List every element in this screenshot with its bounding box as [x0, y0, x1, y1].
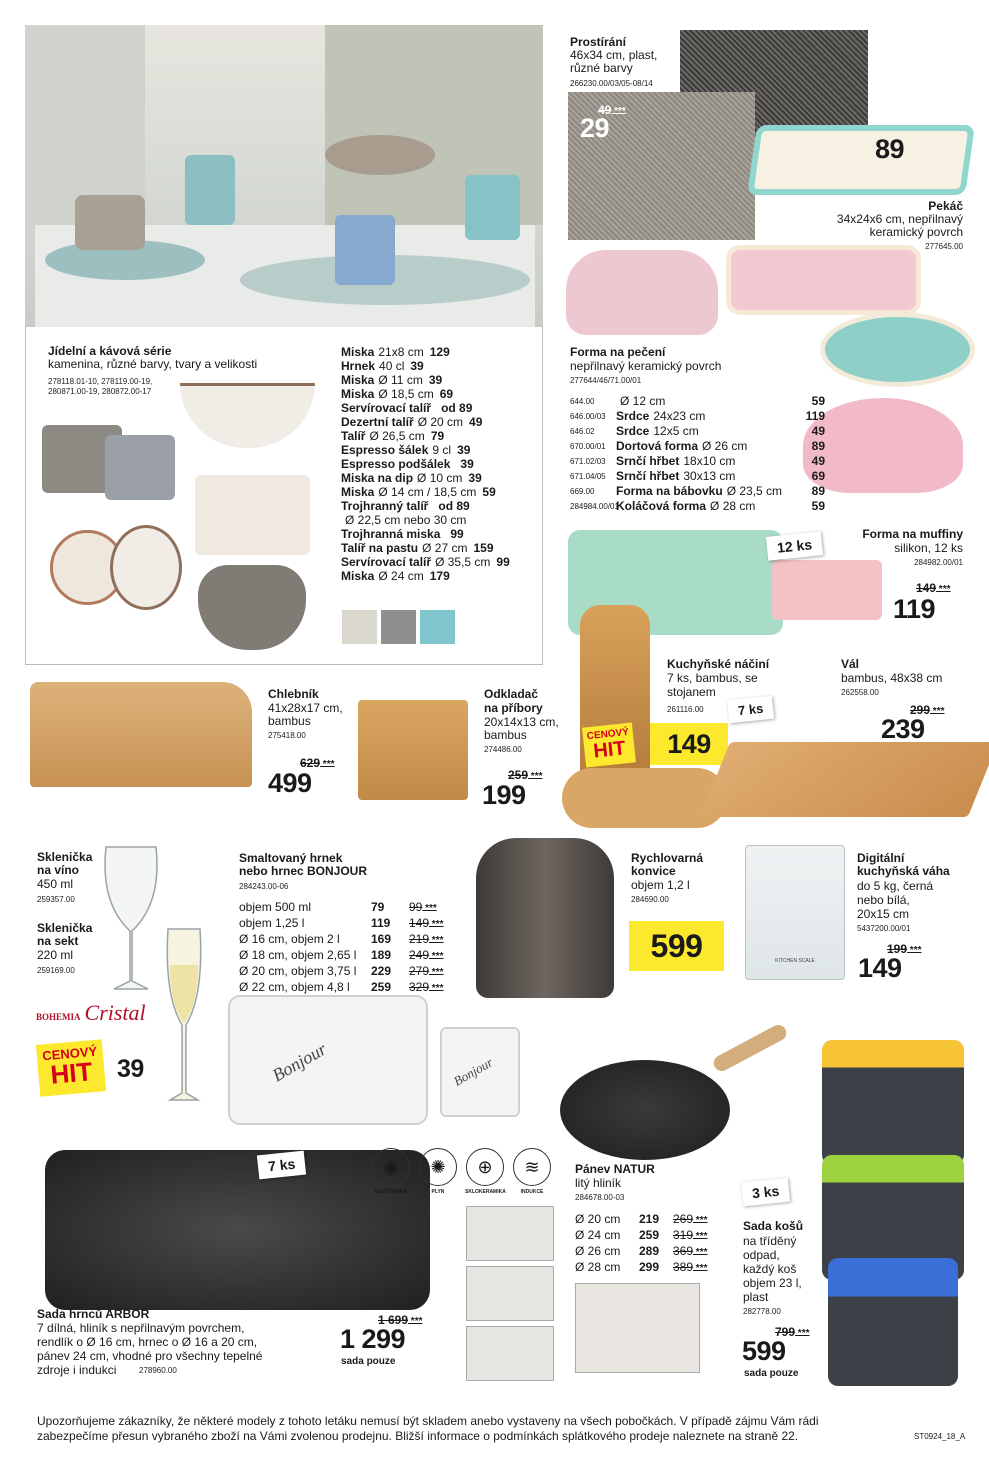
- cristal-logo-word: Cristal: [84, 1000, 146, 1025]
- chlebnik-price: 499: [268, 768, 312, 798]
- smalt-item-old-price: 149 ***: [409, 916, 443, 932]
- dining-item-row: [341, 555, 536, 569]
- frying-pan-handle: [711, 1022, 789, 1074]
- heat-source-label: INDUKCE: [520, 1189, 544, 1195]
- val-old-price: 299 ***: [910, 703, 944, 717]
- forma-item-row: [570, 484, 825, 499]
- panev-desc: litý hliník: [575, 1176, 622, 1190]
- smalt-item-price: 119: [371, 916, 391, 930]
- dining-title: Jídelní a kávová série: [48, 344, 172, 358]
- scale-title-2: kuchyňská váha: [857, 864, 950, 878]
- pot-print-text: Bonjour: [268, 1038, 330, 1086]
- muffin-desc: silikon, 12 ks: [894, 541, 963, 555]
- panev-item-row: [575, 1260, 725, 1276]
- heat-source-label: SKLOKERAMIKA: [465, 1189, 506, 1195]
- kose-note: sada pouze: [744, 1368, 799, 1379]
- bread-box-image: [30, 682, 252, 787]
- panev-item-row: [575, 1212, 725, 1228]
- pan-detail-2-image: [466, 1266, 554, 1321]
- chlebnik-line1: 41x28x17 cm,: [268, 701, 343, 715]
- heat-source-label: ELEKTRINKA: [374, 1189, 408, 1195]
- smalt-item-price: 189: [371, 948, 392, 962]
- muffin-pink-image: [772, 560, 882, 620]
- forma-item-size: 24x23 cm: [653, 409, 706, 423]
- dining-item-price: 99: [496, 555, 510, 569]
- bin-blue-image: [828, 1258, 958, 1386]
- forma-item-size: 12x5 cm: [653, 424, 699, 438]
- forma-item-price: 59: [811, 499, 825, 513]
- smalt-item-old-price: 249 ***: [409, 948, 443, 964]
- val-price: 239: [881, 714, 925, 744]
- heat-source-label: PLYN: [431, 1189, 445, 1195]
- forma-item-list: [570, 394, 825, 514]
- placemat-line2: různé barvy: [570, 61, 633, 75]
- pekac-code: 277645.00: [925, 242, 963, 251]
- panev-item-old-price: 389 ***: [673, 1260, 707, 1276]
- smalt-item-desc: Ø 22 cm, objem 4,8 l: [239, 980, 350, 994]
- scale-code: 5437200.00/01: [857, 924, 911, 933]
- forma-item-code: 670.00/01: [570, 442, 606, 451]
- naci-title: Kuchyňské náčiní: [667, 657, 770, 671]
- smalt-item-row: [239, 964, 469, 980]
- forma-item-row: [570, 469, 825, 484]
- smalt-item-desc: objem 500 ml: [239, 900, 312, 914]
- dining-item-size: Ø 27 cm: [422, 541, 468, 555]
- sekt-title-1: Sklenička: [37, 921, 93, 935]
- panev-item-list: [575, 1212, 725, 1276]
- cutting-board-image: [700, 742, 989, 817]
- odkladac-title-2: na příbory: [484, 701, 543, 715]
- dining-item-price: 49: [469, 415, 483, 429]
- forma-item-price: 89: [811, 484, 825, 498]
- utensils-spoons-image: [562, 768, 727, 828]
- dining-item-price: 59: [482, 485, 496, 499]
- forma-item-row: [570, 409, 825, 424]
- mug-print-text: Bonjour: [450, 1054, 496, 1089]
- dining-desc: kamenina, různé barvy, tvary a velikosti: [48, 357, 258, 371]
- dining-item-price: 79: [430, 429, 445, 443]
- forma-item-name: Srdce: [616, 409, 650, 423]
- wine-desc: 450 ml: [37, 877, 74, 891]
- dining-item-row: [341, 387, 536, 401]
- dining-item-row: [341, 359, 536, 373]
- glasses-hit-badge: [36, 1039, 106, 1097]
- frying-pan-image: [560, 1060, 730, 1160]
- scale-line2: nebo bílá,: [857, 893, 910, 907]
- glasses-price: 39: [117, 1055, 144, 1083]
- dining-item-row: [341, 457, 536, 471]
- panev-item-desc: Ø 20 cm: [575, 1212, 621, 1226]
- sekt-code: 259169.00: [37, 966, 75, 975]
- odkladac-price: 199: [482, 780, 526, 810]
- kettle-title-2: konvice: [631, 864, 676, 878]
- placemat-price: 29: [580, 113, 610, 143]
- arbor-title: Sada hrnců ARBOR: [37, 1307, 150, 1321]
- smalt-title-2: nebo hrnec BONJOUR: [239, 864, 368, 878]
- dining-item-name: Hrnek: [341, 359, 376, 373]
- dining-item-row: [341, 569, 536, 583]
- forma-item-price: 49: [811, 424, 825, 438]
- naci-count-tag: 7 ks: [727, 696, 774, 724]
- dining-item-price: 39: [457, 443, 471, 457]
- kose-line3: každý koš: [743, 1262, 797, 1276]
- panev-item-row: [575, 1244, 725, 1260]
- forma-item-row: [570, 424, 825, 439]
- dining-item-name: Dezertní talíř: [341, 415, 414, 429]
- panev-item-desc: Ø 24 cm: [575, 1228, 621, 1242]
- dining-item-name: Miska na dip: [341, 471, 414, 485]
- dining-item-name: Talíř na pastu: [341, 541, 419, 555]
- kose-old-price: 799 ***: [775, 1325, 809, 1339]
- dining-item-name: Trojhranná miska: [341, 527, 441, 541]
- smalt-item-desc: Ø 16 cm, objem 2 l: [239, 932, 340, 946]
- smalt-item-desc: objem 1,25 l: [239, 916, 305, 930]
- panev-item-price: 259: [639, 1228, 660, 1242]
- pekac-title: Pekáč: [928, 199, 963, 213]
- swatch-turquoise: [420, 610, 455, 644]
- kettle-price: 599: [629, 921, 724, 971]
- enamel-pot-image: [228, 995, 428, 1125]
- odkladac-code: 274486.00: [484, 745, 522, 754]
- forma-item-row: [570, 439, 825, 454]
- dining-item-price: 39: [410, 359, 424, 373]
- kose-price: 599: [742, 1336, 786, 1366]
- cutlery-holder-image: [358, 700, 468, 800]
- scale-old-price: 199 ***: [887, 942, 921, 956]
- arbor-note: sada pouze: [341, 1356, 396, 1367]
- dining-item-price: 179: [429, 569, 450, 583]
- dining-item-price: od 89: [438, 499, 470, 513]
- panev-item-desc: Ø 28 cm: [575, 1260, 621, 1274]
- dining-item-row: [341, 429, 536, 443]
- dining-codes-1: 278118.01-10, 278119.00-19,: [48, 377, 153, 386]
- dining-item-price: 129: [429, 345, 450, 359]
- forma-desc: nepřilnavý keramický povrch: [570, 359, 722, 373]
- bohemia-logo: [36, 1000, 146, 1026]
- forma-item-name: Dortová forma: [616, 439, 699, 453]
- arbor-line2: rendlík o Ø 16 cm, hrnec o Ø 16 a 20 cm,: [37, 1335, 258, 1349]
- forma-item-code: 671.02/03: [570, 457, 606, 466]
- muffin-old-price: 149 ***: [916, 581, 950, 595]
- forma-item-name: Forma na bábovku: [616, 484, 723, 498]
- smalt-item-row: [239, 932, 469, 948]
- naci-hit-bottom: HIT: [592, 737, 627, 763]
- odkladac-title-1: Odkladač: [484, 687, 539, 701]
- dining-item-row: [341, 443, 536, 457]
- panev-title: Pánev NATUR: [575, 1162, 655, 1176]
- panev-item-old-price: 369 ***: [673, 1244, 707, 1260]
- smalt-item-old-price: 219 ***: [409, 932, 443, 948]
- panev-item-old-price: 269 ***: [673, 1212, 707, 1228]
- forma-item-size: Ø 23,5 cm: [726, 484, 783, 498]
- smalt-item-price: 79: [371, 900, 385, 914]
- dining-item-name: Trojhranný talíř: [341, 499, 429, 513]
- forma-item-code: 669.00: [570, 487, 595, 496]
- smalt-item-desc: Ø 18 cm, objem 2,65 l: [239, 948, 357, 962]
- wine-glass-image: [100, 843, 162, 993]
- cookware-set-image: [45, 1150, 430, 1310]
- forma-item-size: Ø 12 cm: [620, 394, 666, 408]
- odkladac-line2: bambus: [484, 728, 527, 742]
- kose-line5: plast: [743, 1290, 769, 1304]
- dining-codes-2: 280871.00-19, 280872.00-17: [48, 387, 152, 396]
- dining-item-list: [341, 345, 536, 583]
- footer-line2: zabezpečíme přesun vybraného zboží na Vámi zvolenou prodejnu. Bližší informace o podmínkách splátkového prodeje naleznete na straně 22.: [37, 1429, 799, 1443]
- mugs-white-image: [195, 475, 310, 555]
- kitchen-scale-image: [745, 845, 845, 980]
- dining-item-row: [341, 345, 536, 359]
- dining-item-row: [341, 485, 536, 499]
- pan-detail-1-image: [466, 1206, 554, 1261]
- forma-item-price: 69: [811, 469, 825, 483]
- naci-hit-top: CENOVÝ: [586, 726, 630, 743]
- forma-item-size: 30x13 cm: [683, 469, 736, 483]
- dining-item-name: Miska: [341, 387, 375, 401]
- dining-item-size: Ø 24 cm: [378, 569, 424, 583]
- panev-item-old-price: 319 ***: [673, 1228, 707, 1244]
- muffin-price: 119: [893, 594, 936, 624]
- arbor-count-tag: 7 ks: [257, 1151, 306, 1180]
- baking-dish-image: [747, 125, 975, 195]
- dining-item-size: Ø 26,5 cm: [369, 429, 425, 443]
- dining-item-name: Talíř: [341, 429, 366, 443]
- forma-item-code: 646.02: [570, 427, 595, 436]
- forma-item-code: 284984.00/01: [570, 502, 619, 511]
- forma-title: Forma na pečení: [570, 345, 666, 359]
- sekt-glass-image: [160, 925, 208, 1105]
- val-desc: bambus, 48x38 cm: [841, 671, 943, 685]
- kose-line2: odpad,: [743, 1248, 780, 1262]
- electric-icon: ◉: [372, 1148, 410, 1186]
- naci-hit-badge: [582, 722, 636, 767]
- panev-item-desc: Ø 26 cm: [575, 1244, 621, 1258]
- color-swatches: [342, 610, 455, 644]
- pekac-line2: keramický povrch: [869, 225, 963, 239]
- forma-item-price: 59: [811, 394, 825, 408]
- bohemia-logo-word: BOHEMIA: [36, 1012, 81, 1022]
- forma-item-code: 671.04/05: [570, 472, 606, 481]
- forma-item-name: Koláčová forma: [616, 499, 707, 513]
- dining-item-name: Miska: [341, 485, 375, 499]
- dining-item-size: Ø 18,5 cm: [378, 387, 434, 401]
- scale-line1: do 5 kg, černá: [857, 879, 934, 893]
- dining-item-size: Ø 35,5 cm: [435, 555, 491, 569]
- forma-item-size: Ø 28 cm: [710, 499, 756, 513]
- dining-item-row: [341, 373, 536, 387]
- dining-item-size: 9 cl: [432, 443, 452, 457]
- kettle-image: [476, 838, 614, 998]
- arbor-old-price: 1 699 ***: [378, 1313, 422, 1327]
- scale-line3: 20x15 cm: [857, 907, 910, 921]
- chlebnik-title: Chlebník: [268, 687, 319, 701]
- pan-handle-detail-image: [575, 1283, 700, 1373]
- forma-item-row: [570, 499, 825, 514]
- kose-line1: na tříděný: [743, 1234, 797, 1248]
- dining-item-size: Ø 11 cm: [378, 373, 423, 387]
- naci-price: 149: [650, 723, 728, 765]
- kose-count-tag: 3 ks: [741, 1178, 790, 1207]
- heart-form-image: [566, 250, 718, 335]
- smalt-title-1: Smaltovaný hrnek: [239, 851, 343, 865]
- wine-title-1: Sklenička: [37, 850, 93, 864]
- dining-item-name: Servírovací talíř: [341, 555, 432, 569]
- val-title: Vál: [841, 657, 860, 671]
- footer-disclaimer: [37, 1414, 819, 1444]
- kose-title: Sada košů: [743, 1219, 804, 1233]
- smalt-item-list: [239, 900, 469, 996]
- smalt-item-price: 259: [371, 980, 392, 994]
- page-code: ST0924_18_A: [914, 1432, 966, 1441]
- smalt-item-row: [239, 948, 469, 964]
- forma-code: 277644/46/71.00/01: [570, 376, 642, 385]
- pekac-line1: 34x24x6 cm, nepřilnavý: [836, 212, 963, 226]
- odkladac-line1: 20x14x13 cm,: [484, 715, 559, 729]
- naci-code: 261116.00: [667, 705, 704, 714]
- dining-item-price: 39: [428, 373, 443, 387]
- plate-white-2-image: [110, 525, 182, 610]
- forma-item-code: 644.00: [570, 397, 595, 406]
- kettle-desc: objem 1,2 l: [631, 878, 690, 892]
- dining-item-row: [341, 415, 536, 429]
- smalt-item-row: [239, 916, 469, 932]
- panev-item-price: 299: [639, 1260, 660, 1274]
- smalt-item-price: 229: [371, 964, 392, 978]
- wine-code: 259357.00: [37, 895, 75, 904]
- sekt-desc: 220 ml: [37, 948, 74, 962]
- chlebnik-old-price: 629 ***: [300, 756, 334, 770]
- forma-item-price: 119: [805, 409, 825, 423]
- dining-item-price: 39: [460, 457, 474, 471]
- dining-item-row: [341, 513, 536, 527]
- dining-item-name: Espresso šálek: [341, 443, 429, 457]
- panev-item-price: 289: [639, 1244, 660, 1258]
- kose-code: 282778.00: [743, 1307, 781, 1316]
- dining-item-size: 40 cl: [379, 359, 405, 373]
- panev-item-row: [575, 1228, 725, 1244]
- forma-item-price: 49: [811, 454, 825, 468]
- mug-blue-image: [105, 435, 175, 500]
- glass-ceramic-icon: ⊕: [466, 1148, 504, 1186]
- pekac-price: 89: [875, 134, 905, 164]
- forma-item-size: Ø 26 cm: [702, 439, 748, 453]
- glasses-hit-bottom: HIT: [49, 1056, 94, 1090]
- smalt-item-old-price: 279 ***: [409, 964, 443, 980]
- naci-line2: stojanem: [667, 685, 716, 699]
- arbor-price: 1 299: [340, 1324, 406, 1354]
- panev-code: 284678.00-03: [575, 1193, 625, 1202]
- loaf-form-image: [726, 245, 921, 315]
- arbor-line1: 7 dílná, hliník s nepřilnavým povrchem,: [37, 1321, 245, 1335]
- kettle-title-1: Rychlovarná: [631, 851, 704, 865]
- smalt-item-row: [239, 900, 469, 916]
- dining-item-price: od 89: [441, 401, 473, 415]
- chlebnik-line2: bambus: [268, 714, 311, 728]
- odkladac-old-price: 259 ***: [508, 768, 542, 782]
- bundt-form-image: [803, 398, 963, 493]
- springform-turquoise-image: [820, 312, 975, 387]
- smalt-code: 284243.00-06: [239, 882, 289, 891]
- smalt-item-old-price: 329 ***: [409, 980, 443, 996]
- dining-item-name: Miska: [341, 569, 375, 583]
- dining-item-size: Ø 22,5 cm nebo 30 cm: [345, 513, 467, 527]
- dining-item-name: Servírovací talíř: [341, 401, 432, 415]
- placemat-old-price: 49 ***: [598, 103, 626, 117]
- swatch-grey: [381, 610, 416, 644]
- dining-hero-photo: [25, 25, 543, 327]
- val-code: 262558.00: [841, 688, 879, 697]
- forma-item-name: Srnčí hřbet: [616, 454, 680, 468]
- glasses-hit-top: CENOVÝ: [41, 1043, 98, 1064]
- panev-item-price: 219: [639, 1212, 660, 1226]
- smalt-item-old-price: 99 ***: [409, 900, 437, 916]
- kettle-code: 284690.00: [631, 895, 669, 904]
- forma-item-size: 18x10 cm: [683, 454, 736, 468]
- gas-icon: ✺: [419, 1148, 457, 1186]
- dining-item-size: Ø 20 cm: [417, 415, 464, 429]
- dining-item-size: 21x8 cm: [378, 345, 424, 359]
- muffin-title: Forma na muffiny: [862, 527, 963, 541]
- swatch-beige: [342, 610, 377, 644]
- forma-item-row: [570, 394, 825, 409]
- dining-item-row: [341, 541, 536, 555]
- placemat-code: 266230.00/03/05-08/14: [570, 79, 653, 88]
- arbor-line4: zdroje i indukci: [37, 1363, 117, 1377]
- dining-item-size: Ø 14 cm / 18,5 cm: [378, 485, 477, 499]
- footer-line1: Upozorňujeme zákazníky, že některé modely z tohoto letáku nemusí být skladem anebo vystaveny na všech pobočkách. V případě zájmu Vám rádi: [37, 1414, 819, 1428]
- smalt-item-price: 169: [371, 932, 392, 946]
- kose-line4: objem 23 l,: [743, 1276, 802, 1290]
- dining-item-name: Espresso podšálek: [341, 457, 451, 471]
- chlebnik-code: 275418.00: [268, 731, 306, 740]
- placemat-line1: 46x34 cm, plast,: [570, 48, 658, 62]
- sekt-title-2: na sekt: [37, 934, 79, 948]
- dining-item-size: Ø 10 cm: [417, 471, 463, 485]
- smalt-item-row: [239, 980, 469, 996]
- bin-yellow-image: [822, 1040, 964, 1165]
- enamel-mug-image: [440, 1027, 520, 1117]
- pan-detail-3-image: [466, 1326, 554, 1381]
- dining-item-price: 39: [468, 471, 482, 485]
- dining-item-name: Miska: [341, 373, 375, 387]
- dining-item-row: [341, 527, 536, 541]
- scale-title-1: Digitální: [857, 851, 905, 865]
- scale-price: 149: [858, 953, 902, 983]
- dining-item-row: [341, 499, 536, 513]
- dining-item-price: 99: [450, 527, 464, 541]
- forma-item-price: 89: [811, 439, 825, 453]
- arbor-code: 278960.00: [139, 1366, 177, 1375]
- dining-item-price: 159: [473, 541, 494, 555]
- dining-item-row: [341, 401, 536, 415]
- scale-display: KITCHEN SCALE: [775, 958, 815, 964]
- dining-item-price: 69: [439, 387, 454, 401]
- forma-item-name: Srdce: [616, 424, 650, 438]
- wine-title-2: na víno: [37, 863, 80, 877]
- induction-icon: ≋: [513, 1148, 551, 1186]
- forma-item-name: Srnčí hřbet: [616, 469, 680, 483]
- dining-item-row: [341, 471, 536, 485]
- placemat-title: Prostírání: [570, 35, 627, 49]
- muffin-count-tag: 12 ks: [766, 531, 823, 561]
- forma-item-row: [570, 454, 825, 469]
- arbor-line3: pánev 24 cm, vhodné pro všechny tepelné: [37, 1349, 263, 1363]
- muffin-code: 284982.00/01: [914, 558, 963, 567]
- dining-item-name: Miska: [341, 345, 375, 359]
- smalt-item-desc: Ø 20 cm, objem 3,75 l: [239, 964, 357, 978]
- naci-line1: 7 ks, bambus, se: [667, 671, 758, 685]
- forma-item-code: 646.00/03: [570, 412, 606, 421]
